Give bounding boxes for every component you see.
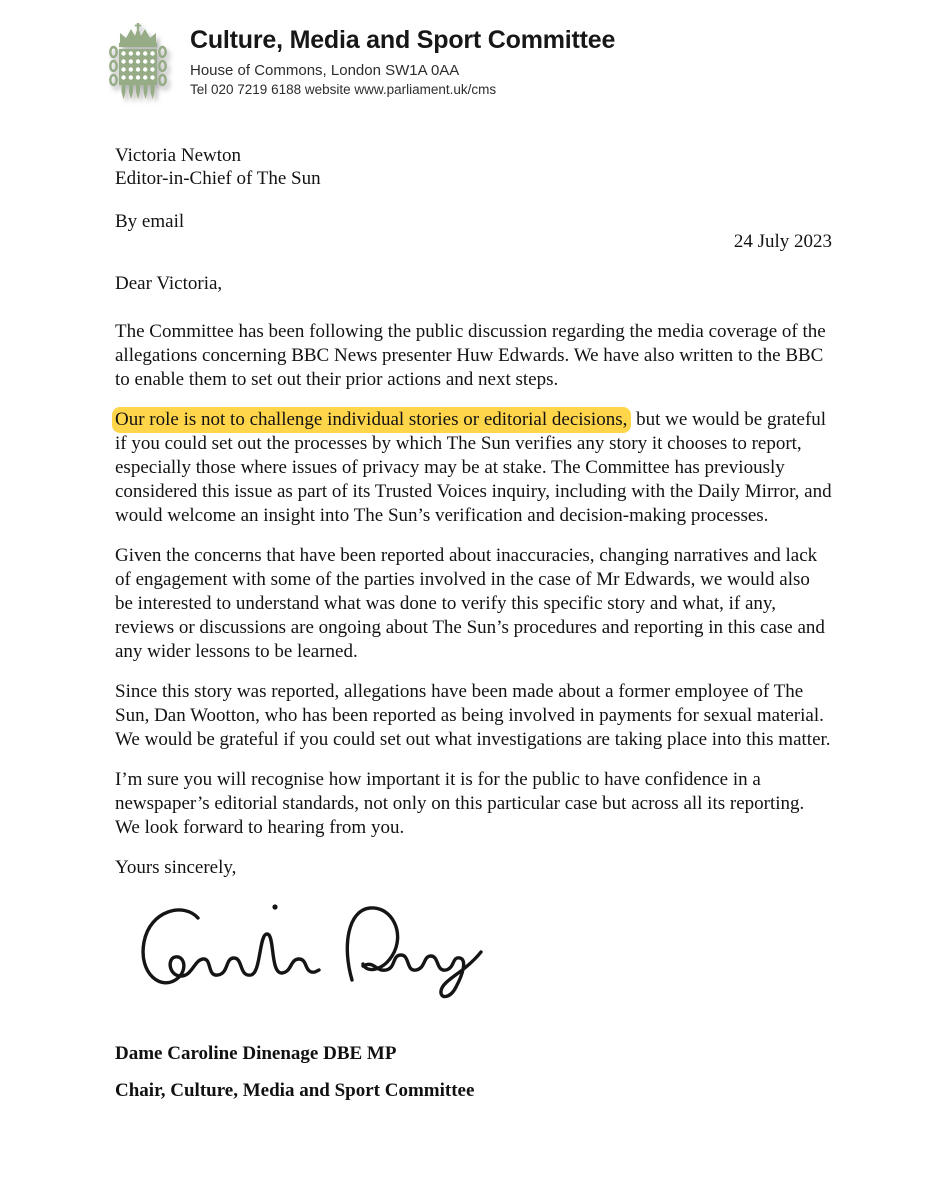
recipient-block: [115, 144, 321, 190]
paragraph-5: [115, 768, 832, 840]
house-of-commons-portcullis-logo: [106, 22, 170, 110]
paragraph-text: The Committee has been following the public discussion regarding the media coverage of the allegations concerning BBC News presenter Huw Edwards. We have also written to the BBC to enable them to set out their prior actions and next steps.: [115, 321, 826, 390]
portcullis-icon: [106, 22, 170, 110]
paragraph-text: but we would be grateful if you could set out the processes by which The Sun verifies any story it chooses to report, especially those where issues of privacy may be at stake. The Committee has previously considered this issue as part of its Trusted Voices inquiry, including with the Daily Mirror, and would welcome an insight into The Sun’s verification and decision-making processes.: [115, 409, 832, 526]
salutation: Dear Victoria,: [115, 273, 223, 294]
signature-icon: [120, 900, 485, 1005]
paragraph-2: [115, 408, 832, 528]
delivery-method: By email: [115, 211, 185, 232]
recipient-title: Editor-in-Chief of The Sun: [115, 168, 321, 189]
paragraph-text: I’m sure you will recognise how important it is for the public to have confidence in a newspaper’s editorial standards, not only on this particular case but across all its reporting. We look forward to hearing from you.: [115, 769, 805, 838]
committee-contact: Tel 020 7219 6188 website www.parliament.uk/cms: [190, 82, 497, 97]
signatory-title: Chair, Culture, Media and Sport Committee: [115, 1080, 475, 1101]
letter-body: [115, 272, 832, 896]
highlighted-text: Our role is not to challenge individual stories or editorial decisions,: [112, 407, 631, 433]
signatory-name: Dame Caroline Dinenage DBE MP: [115, 1043, 397, 1064]
paragraph-3: [115, 544, 832, 664]
paragraph-text: Given the concerns that have been reported about inaccuracies, changing narratives and lack of engagement with some of the parties involved in the case of Mr Edwards, we would also be interested to understand what was done to verify this specific story and what, if any, reviews or discussions are ongoing about The Sun’s procedures and reporting in this case and any wider lessons to be learned.: [115, 545, 825, 662]
closing: Yours sincerely,: [115, 857, 237, 878]
paragraph-text: Since this story was reported, allegations have been made about a former employee of The Sun, Dan Wootton, who has been reported as being involved in payments for sexual material. We would be grateful if you could set out what investigations are taking place into this matter.: [115, 681, 831, 750]
paragraph-4: [115, 680, 832, 752]
signature-image: [120, 900, 485, 1005]
paragraph-1: [115, 320, 832, 392]
committee-name: Culture, Media and Sport Committee: [190, 26, 616, 54]
committee-address: House of Commons, London SW1A 0AA: [190, 62, 460, 79]
letterhead: [190, 26, 615, 97]
letter-date: 24 July 2023: [733, 231, 832, 252]
recipient-name: Victoria Newton: [115, 145, 242, 166]
